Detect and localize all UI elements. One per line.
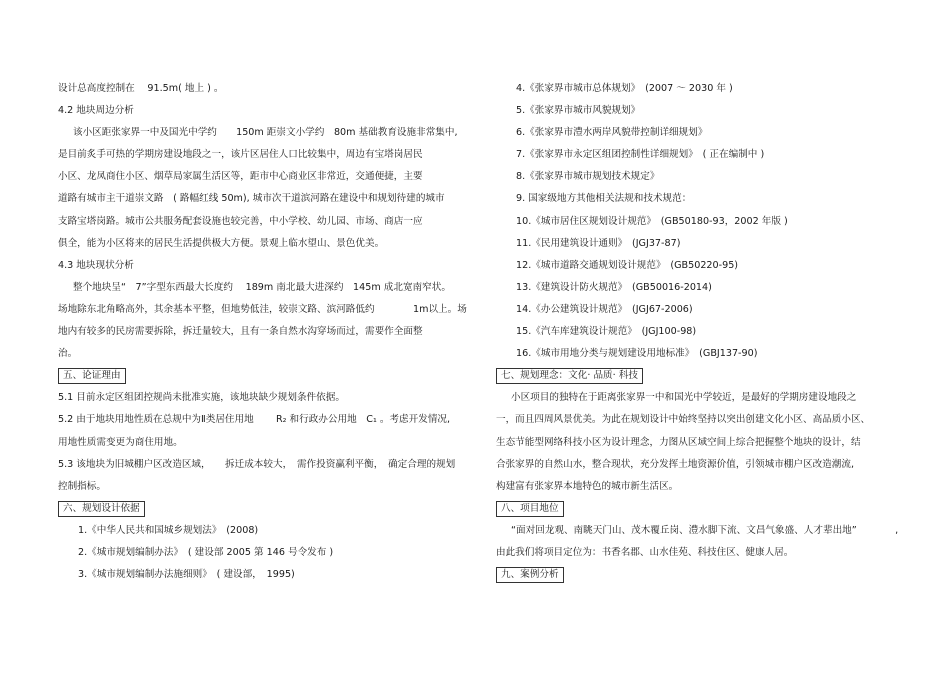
reference-item: 4.《张家界市城市总体规划》 (2007 ～ 2030 年 ) bbox=[516, 83, 733, 94]
text-line: “面对回龙观、南眺天门山、茂木覆丘岗、澧水脚下流、文昌气象盛、人才辈出地” , bbox=[511, 524, 899, 536]
reference-item: 15.《汽车库建筑设计规范》 (JGJ100-98) bbox=[516, 326, 697, 338]
section-heading-4-3: 4.3 地块现状分析 bbox=[58, 259, 134, 271]
text-line: 俱全，能为小区将来的居民生活提供极大方便。景观上临水望山、景色优美。 bbox=[58, 237, 385, 249]
text-line: 道路有城市主干道崇文路 ( 路幅红线 50m), 城市次干道滨河路在建设中和规划待建的城市 bbox=[58, 193, 445, 205]
section-heading-7: 七、规划理念：文化· 品质· 科技 bbox=[496, 368, 643, 384]
reference-item: 2.《城市规划编制办法》 ( 建设部 2005 第 146 号令发布 ) bbox=[78, 546, 334, 558]
text-line: 5.1 目前永定区组团控规尚未批准实施，该地块缺少规划条件依据。 bbox=[58, 392, 345, 404]
text-line: 一，而且四周风景优美。为此在规划设计中始终坚持以突出创建文化小区、高品质小区、 bbox=[496, 414, 871, 426]
text-line: 是目前炙手可热的学期房建设地段之一，该片区居住人口比较集中，周边有宝塔岗居民 bbox=[58, 149, 423, 161]
text-line: 合张家界的自然山水，整合现状，充分发挥土地资源价值，引领城市棚户区改造潮流, bbox=[496, 458, 855, 470]
reference-item: 7.《张家界市永定区组团控制性详细规划》 ( 正在编制中 ) bbox=[516, 149, 765, 161]
text-line: 场地除东北角略高外，其余基本平整，但地势低洼，较崇文路、滨河路低约 1m以上。场 bbox=[58, 303, 467, 315]
text-line: 支路宝塔岗路。城市公共服务配套设施也较完善，中小学校、幼儿园、市场、商店一应 bbox=[58, 215, 423, 227]
text-line: 小区项目的独特在于距离张家界一中和国光中学较近，是最好的学期房建设地段之 bbox=[511, 392, 857, 404]
text-line: 小区、龙凤商住小区、烟草局家属生活区等，距市中心商业区非常近，交通便捷，主要 bbox=[58, 171, 423, 183]
text-line: 控制指标。 bbox=[58, 480, 106, 492]
text-line: 该小区距张家界一中及国光中学约 150m 距崇文小学约 80m 基础教育设施非常集中, bbox=[73, 127, 458, 139]
section-heading-8: 八、项目地位 bbox=[496, 501, 564, 517]
reference-item: 3.《城市规划编制办法施细则》 ( 建设部， 1995) bbox=[78, 569, 295, 581]
text-line: 地内有较多的民房需要拆除，拆迁量较大，且有一条自然水沟穿场而过，需要作全面整 bbox=[58, 326, 423, 338]
reference-item: 9. 国家级地方其他相关法规和技术规范： bbox=[516, 193, 692, 205]
reference-item: 14.《办公建筑设计规范》 (JGJ67-2006) bbox=[516, 303, 693, 315]
reference-item: 16.《城市用地分类与规划建设用地标准》 (GBJ137-90) bbox=[516, 348, 758, 360]
right-column bbox=[496, 78, 899, 586]
section-heading-9: 九、案例分析 bbox=[496, 567, 564, 583]
reference-item: 13.《建筑设计防火规范》 (GB50016-2014) bbox=[516, 281, 712, 293]
text-line: 5.2 由于地块用地性质在总规中为Ⅱ类居住用地 R₂ 和行政办公用地 C₁ 。考虑开发情况, bbox=[58, 414, 451, 426]
reference-item: 8.《张家界市城市规划技术规定》 bbox=[516, 171, 660, 183]
text-line: 用地性质需变更为商住用地。 bbox=[58, 436, 183, 448]
reference-item: 12.《城市道路交通规划设计规范》 (GB50220-95) bbox=[516, 259, 739, 271]
section-heading-6: 六、规划设计依据 bbox=[58, 501, 145, 517]
left-column bbox=[58, 78, 467, 586]
text-line: 由此我们将项目定位为：书香名郡、山水佳苑、科技住区、健康人居。 bbox=[496, 546, 794, 558]
reference-item: 6.《张家界市澧水两岸风貌带控制详细规划》 bbox=[516, 127, 708, 139]
text-line: 设计总高度控制在 91.5m( 地上 ) 。 bbox=[58, 83, 224, 94]
text-line: 生态节能型网络科技小区为设计理念，力图从区域空间上综合把握整个地块的设计，结 bbox=[496, 436, 861, 448]
text-line: 5.3 该地块为旧城棚户区改造区域， 拆迁成本较大， 需作投资赢利平衡， 确定合理的规划 bbox=[58, 458, 456, 470]
section-heading-4-2: 4.2 地块周边分析 bbox=[58, 105, 134, 117]
text-line: 整个地块呈“ 7”字型东西最大长度约 189m 南北最大进深约 145m 成北宽南窄状。 bbox=[73, 281, 451, 293]
reference-item: 10.《城市居住区规划设计规范》 (GB50180-93，2002 年版 ) bbox=[516, 215, 788, 227]
reference-item: 5.《张家界市城市风貌规划》 bbox=[516, 105, 641, 117]
text-line: 治。 bbox=[58, 348, 78, 360]
reference-item: 11.《民用建筑设计通则》 (JGJ37-87) bbox=[516, 237, 681, 249]
reference-item: 1.《中华人民共和国城乡规划法》 (2008) bbox=[78, 524, 259, 536]
text-line: 构建富有张家界本地特色的城市新生活区。 bbox=[496, 480, 679, 492]
section-heading-5: 五、论证理由 bbox=[58, 368, 126, 384]
